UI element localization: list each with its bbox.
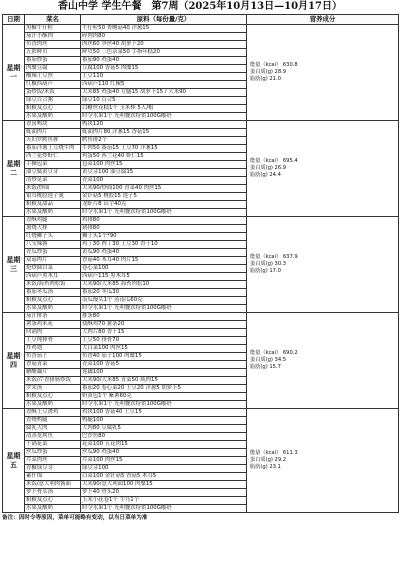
ingredients-column-header: 原料（每份量/克） bbox=[81, 15, 247, 25]
dish-ingredients: 绿豆芽100 bbox=[81, 465, 247, 473]
dish-name: 薯条鸡米花 bbox=[25, 321, 81, 329]
day-label: 星期二 bbox=[3, 121, 25, 217]
dish-name: 炸鸡翅 bbox=[25, 345, 81, 353]
dish-ingredients: 莲藕100 bbox=[81, 369, 247, 377]
dish-column-header: 菜名 bbox=[25, 15, 81, 25]
dish-ingredients: 大米90/大米85 青菜50 咸肉15 bbox=[81, 377, 247, 385]
dish-name: 番茄洋葱土豆烧牛肉 bbox=[25, 145, 81, 153]
dish-ingredients: 大白菜100 肉丝15 bbox=[81, 345, 247, 353]
dish-name: 水果及酸奶 bbox=[25, 305, 81, 313]
dish-ingredients: 土豆50 排骨70 bbox=[81, 337, 247, 345]
dish-ingredients: 大米90/大米85 海苔肉松10 bbox=[81, 281, 247, 289]
dish-name: 米饭/海苔肉松饭 bbox=[25, 281, 81, 289]
dish-ingredients: 大肉片80 香干15 bbox=[81, 329, 247, 337]
dish-ingredients: 大肉80 豆腐乳5 bbox=[81, 425, 247, 433]
dish-name: 米饭/意大利肉酱面 bbox=[25, 481, 81, 489]
dish-name: 粗粮及点心 bbox=[25, 393, 81, 401]
dish-ingredients: 西葫芦115 黑木耳5 bbox=[81, 273, 247, 281]
dish-name: 西葫芦黑木耳 bbox=[25, 273, 81, 281]
dish-ingredients: 鳕鱼排2个 bbox=[81, 137, 247, 145]
dish-name: 双菇肉片 bbox=[25, 257, 81, 265]
dish-ingredients: 黄豆芽100 油豆腐15 bbox=[81, 169, 247, 177]
dish-ingredients: 鸭腿100 bbox=[81, 417, 247, 425]
table-header-row bbox=[3, 15, 399, 25]
dish-ingredients: 青菜100 香菇5 bbox=[81, 361, 247, 369]
nutrition-summary bbox=[247, 217, 399, 313]
dish-ingredients: 猪排80 bbox=[81, 225, 247, 233]
dish-name: 水果及酸奶 bbox=[25, 209, 81, 217]
dish-name: 萝卜骨头汤 bbox=[25, 489, 81, 497]
nutrition-line: 能量（kcal） 695.4 bbox=[250, 157, 298, 164]
page-title: 香山中学 学生午餐 第7周（2025年10月13日—10月17日） bbox=[58, 1, 342, 12]
dish-ingredients: 奶黄包1个 紫薯60克 bbox=[81, 393, 247, 401]
dish-ingredients: 白糖丝花糕1个 玉米棒 5人/根 bbox=[81, 105, 247, 113]
dish-name: 茄汁排条 bbox=[25, 313, 81, 321]
dish-name: 粗粮及甜品 bbox=[25, 201, 81, 209]
menu-body bbox=[3, 25, 399, 513]
dish-ingredients: 时令水果1个 光明餐饮特供100G酸奶 bbox=[81, 305, 247, 313]
dish-name: 肉糜豆腐 bbox=[25, 65, 81, 73]
dish-name: 丝瓜炒蛋 bbox=[25, 449, 81, 457]
dish-name: 蛋炒饭/米饭 bbox=[25, 89, 81, 97]
dish-ingredients: 南瓜馒头1个 蒸南瓜60克 bbox=[81, 297, 247, 305]
dish-name: 酸辣土豆丝 bbox=[25, 73, 81, 81]
dish-name: 鱼香茄子 bbox=[25, 353, 81, 361]
dish-name: 水果及酸奶 bbox=[25, 401, 81, 409]
dish-ingredients: 狮子头1个*90 bbox=[81, 233, 247, 241]
dish-ingredients: 蚝油肉片80 洋葱15 香菇15 bbox=[81, 129, 247, 137]
dish-ingredients: 时令水果1个 光明餐饮特供100G酸奶 bbox=[81, 505, 247, 513]
dish-name: 香酥鸡腿 bbox=[25, 217, 81, 225]
dish-ingredients: 金针菇5 桃胶15 莲子5 bbox=[81, 193, 247, 201]
dish-name: 红椒西葫芦 bbox=[25, 81, 81, 89]
dish-ingredients: 玉米小花卷1个 芋艿1个 bbox=[81, 497, 247, 505]
day-label: 星期四 bbox=[3, 313, 25, 409]
nutrition-line: 能量（kcal） 630.8 bbox=[250, 61, 298, 68]
dish-name: 芹菜肉丝 bbox=[25, 457, 81, 465]
dish-name: 八宝辣酱 bbox=[25, 241, 81, 249]
nutrition-line: 脂肪(g) 21.0 bbox=[250, 76, 281, 83]
dish-name: 手撕包菜 bbox=[25, 161, 81, 169]
dish-ingredients: 鸡块100 香菇40 土豆15 bbox=[81, 409, 247, 417]
dish-name: 米饭/芹香猪肠炒饭 bbox=[25, 377, 81, 385]
dish-ingredients: 番茄20 卷心菜20 土豆20 洋葱5 胡萝卜5 bbox=[81, 385, 247, 393]
dish-name: 糖醋藕片 bbox=[25, 369, 81, 377]
menu-row bbox=[3, 121, 399, 129]
dish-name: 腐乳大肉 bbox=[25, 425, 81, 433]
dish-ingredients: 萝卜40 骨头20 bbox=[81, 489, 247, 497]
dish-name: 青瓜炒蛋 bbox=[25, 249, 81, 257]
menu-row bbox=[3, 313, 399, 321]
dish-name: 清蒸龙利鱼 bbox=[25, 433, 81, 441]
dish-ingredients: 白菜100 金针菇5 香菇5 木耳5 bbox=[81, 473, 247, 481]
dish-name: 天妇罗鳕鱼排 bbox=[25, 137, 81, 145]
dish-ingredients: 芹菜100 肉丝15 bbox=[81, 457, 247, 465]
dish-ingredients: 鸡蛋50 西兰花40 虾仁15 bbox=[81, 153, 247, 161]
nutrition-line: 脂肪(g) 23.1 bbox=[250, 464, 281, 471]
dish-name: 回锅肉 bbox=[25, 329, 81, 337]
dish-name: 香菇青菜 bbox=[25, 361, 81, 369]
dish-ingredients: 时令水果1个 光明餐饮特供100G酸奶 bbox=[81, 401, 247, 409]
nutrition-summary bbox=[247, 121, 399, 217]
dish-ingredients: 番茄90 鸡蛋40 bbox=[81, 57, 247, 65]
nutrition-line: 脂肪(g) 15.7 bbox=[250, 364, 281, 371]
nutrition-summary bbox=[247, 313, 399, 409]
dish-ingredients: 大米90/炒面100 青菜40 肉丝15 bbox=[81, 185, 247, 193]
dish-name: 素什锦 bbox=[25, 473, 81, 481]
dish-name: 水果及酸奶 bbox=[25, 113, 81, 121]
nutrition-line: 脂肪(g) 17.0 bbox=[250, 268, 281, 275]
dish-name: 黑椒牛仔粒 bbox=[25, 25, 81, 33]
nutrition-line: 蛋白质(g) 34.5 bbox=[250, 356, 287, 363]
dish-ingredients: 大米85 鸡蛋40 方腿15 胡萝卜15 / 大米90 bbox=[81, 89, 247, 97]
menu-row bbox=[3, 217, 399, 225]
nutrition-line: 蛋白质(g) 29.2 bbox=[250, 456, 287, 463]
dish-name: 油豆腐黄豆芽 bbox=[25, 169, 81, 177]
dish-name: 水果及酸奶 bbox=[25, 505, 81, 513]
dish-name: 米饭/炒面 bbox=[25, 185, 81, 193]
dish-ingredients: 牛肉50 番茄15 土豆70 洋葱15 bbox=[81, 145, 247, 153]
dish-name: 干锅花菜 bbox=[25, 441, 81, 449]
dish-name: 粗粮及点心 bbox=[25, 105, 81, 113]
dish-ingredients: 盐酥鸡70 薯条20 bbox=[81, 321, 247, 329]
dish-name: 粗粮及点心 bbox=[25, 497, 81, 505]
dish-name: 香卤鸭块 bbox=[25, 121, 81, 129]
dish-name: 鱼香肉丝 bbox=[25, 41, 81, 49]
dish-ingredients: 豆腐100 香菇5 肉糜15 bbox=[81, 65, 247, 73]
nutrition-summary bbox=[247, 25, 399, 121]
day-label: 星期五 bbox=[3, 409, 25, 513]
nutrition-line: 蛋白质(g) 30.3 bbox=[250, 260, 287, 267]
dish-ingredients: 时令水果1个 光明餐饮特供100G酸奶 bbox=[81, 209, 247, 217]
dish-name: 粗粮及点心 bbox=[25, 297, 81, 305]
dish-ingredients: 鱼香40 茄子100 肉糜15 bbox=[81, 353, 247, 361]
dish-name: 葱烧大排 bbox=[25, 225, 81, 233]
dish-name: 清炒苋菜 bbox=[25, 177, 81, 185]
day-label: 星期三 bbox=[3, 217, 25, 313]
dish-ingredients: 时令水果1个 光明餐饮特供100G酸奶 bbox=[81, 113, 247, 121]
dish-ingredients: 巴沙鱼80 bbox=[81, 433, 247, 441]
menu-table bbox=[2, 14, 399, 513]
dish-name: 番茄炒蛋 bbox=[25, 57, 81, 65]
dish-name: 香烧鸭腿 bbox=[25, 417, 81, 425]
footnote: 备注：因时令等原因，菜单可能略有变动，以当日菜单为准 bbox=[2, 515, 148, 521]
nutrition-column-header: 营养成分 bbox=[247, 15, 399, 25]
dish-ingredients: 鲜贝50 三色杂菜50 手指年糕20 bbox=[81, 49, 247, 57]
dish-name: 番茄冬瓜汤 bbox=[25, 289, 81, 297]
dish-name: 茄汁小酥肉 bbox=[25, 33, 81, 41]
dish-ingredients: 土豆110 bbox=[81, 73, 247, 81]
dish-name: 红烧狮子头 bbox=[25, 233, 81, 241]
dish-ingredients: 龙虾片8 山芋40克 bbox=[81, 201, 247, 209]
dish-ingredients: 碎肉肉80 bbox=[81, 33, 247, 41]
nutrition-line: 能量（kcal） 611.3 bbox=[250, 449, 298, 456]
dish-ingredients: 卷心菜100 bbox=[81, 265, 247, 273]
dish-ingredients: 黄瓜90 鸡蛋40 bbox=[81, 249, 247, 257]
dish-ingredients: 花菜100 五花肉15 bbox=[81, 441, 247, 449]
menu-row bbox=[3, 409, 399, 417]
nutrition-line: 蛋白质(g) 28.9 bbox=[250, 68, 287, 75]
dish-ingredients: 大米90/意大利面100 肉糜15 bbox=[81, 481, 247, 489]
dish-name: 蚝油肉片 bbox=[25, 129, 81, 137]
nutrition-line: 蛋白质(g) 26.9 bbox=[250, 164, 287, 171]
dish-ingredients: 鸭块120 bbox=[81, 121, 247, 129]
dish-name: 西兰花炒虾仁 bbox=[25, 153, 81, 161]
dish-ingredients: 香菇40 木耳40 肉片15 bbox=[81, 257, 247, 265]
dish-name: 青椒绿豆芽 bbox=[25, 465, 81, 473]
dish-ingredients: 丝瓜90 鸡蛋40 bbox=[81, 449, 247, 457]
dish-ingredients: 包菜100 肉丝15 bbox=[81, 161, 247, 169]
day-label: 星期一 bbox=[3, 25, 25, 121]
dish-name: 土豆炖排骨 bbox=[25, 337, 81, 345]
nutrition-line: 能量（kcal） 690.2 bbox=[250, 349, 298, 356]
dish-ingredients: 绿豆10 百合5 bbox=[81, 97, 247, 105]
dish-name: 炝炒圆白菜 bbox=[25, 265, 81, 273]
menu-row bbox=[3, 25, 399, 33]
dish-ingredients: 青菜100 bbox=[81, 177, 247, 185]
dish-ingredients: 肉丝60 笋丝40 胡萝卜20 bbox=[81, 41, 247, 49]
nutrition-line: 脂肪(g) 24.4 bbox=[250, 172, 281, 179]
dish-name: 银耳桃胶莲子羹 bbox=[25, 193, 81, 201]
dish-ingredients: 西葫芦110 红椒5 bbox=[81, 81, 247, 89]
dish-ingredients: 鸡排80 bbox=[81, 217, 247, 225]
date-column-header: 日期 bbox=[3, 15, 25, 25]
dish-ingredients: 鸡丁30 肉丁30 土豆30 香干10 bbox=[81, 241, 247, 249]
nutrition-line: 能量（kcal） 637.9 bbox=[250, 253, 298, 260]
dish-ingredients: 牛仔粒50 杏鲍菇40 洋葱15 bbox=[81, 25, 247, 33]
dish-ingredients: 排条80 bbox=[81, 313, 247, 321]
dish-name: 绿豆百合粥 bbox=[25, 97, 81, 105]
dish-name: 罗宋汤 bbox=[25, 385, 81, 393]
dish-ingredients: 番茄20 冬瓜30 bbox=[81, 289, 247, 297]
dish-name: 五彩鲜贝 bbox=[25, 49, 81, 57]
nutrition-summary bbox=[247, 409, 399, 513]
dish-name: 香酥土豆滑鸡 bbox=[25, 409, 81, 417]
